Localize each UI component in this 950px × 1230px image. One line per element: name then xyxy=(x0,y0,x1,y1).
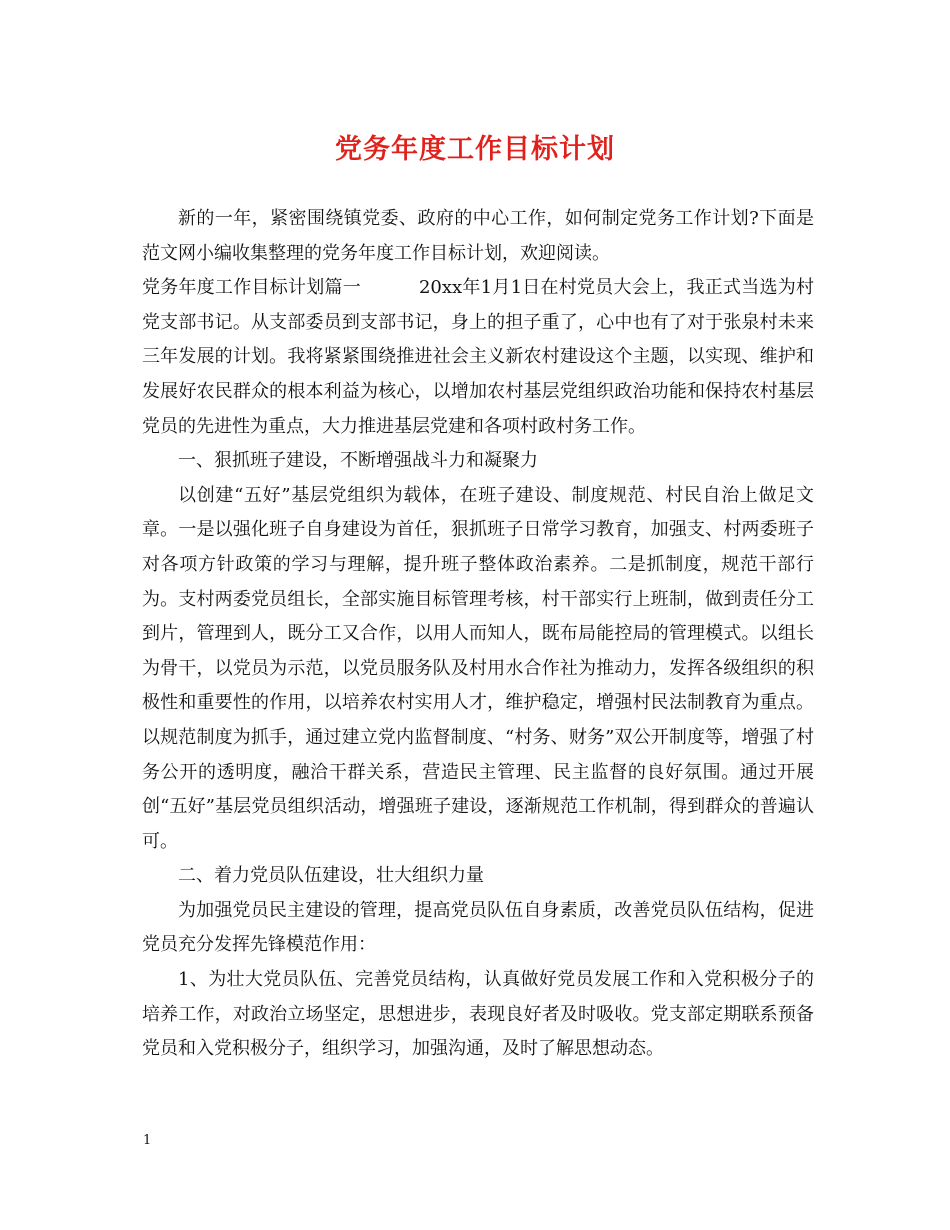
section-two-intro: 为加强党员民主建设的管理，提高党员队伍自身素质，改善党员队伍结构，促进党员充分发挥先锋模范作用： xyxy=(142,899,814,956)
section-two-item-one: 1、为壮大党员队伍、完善党员结构，认真做好党员发展工作和入党积极分子的培养工作，对政治立场坚定，思想进步，表现良好者及时吸收。党支部定期联系预备党员和入党积极分子，组织学习，加强沟通，及时了解思想动态。 xyxy=(142,969,814,1060)
section-heading-two: 二、着力党员队伍建设，壮大组织力量 xyxy=(178,865,484,887)
page-number: 1 xyxy=(143,1133,152,1148)
plan-one-text: 20xx年1月1日在村党员大会上，我正式当选为村党支部书记。从支部委员到支部书记，身上的担子重了，心中也有了对于张泉村未来三年发展的计划。我将紧紧围绕推进社会主义新农村建设这个主题，以实现、维护和发展好农民群众的根本利益为核心，以增加农村基层党组织政治功能和保持农村基层党员的先进性为重点，大力推进基层党建和各项村政村务工作。 xyxy=(142,277,814,437)
section-heading-one: 一、狠抓班子建设，不断增强战斗力和凝聚力 xyxy=(178,450,538,472)
section-one-paragraph: 以创建“五好”基层党组织为载体，在班子建设、制度规范、村民自治上做足文章。一是以强化班子自身建设为首任，狠抓班子日常学习教育，加强支、村两委班子对各项方针政策的学习与理解，提升班子整体政治素养。二是抓制度，规范干部行为。支村两委党员组长，全部实施目标管理考核，村干部实行上班制，做到责任分工到片，管理到人，既分工又合作，以用人而知人，既布局能控局的管理模式。以组长为骨干，以党员为示范，以党员服务队及村用水合作社为推动力，发挥各级组织的积极性和重要性的作用，以培养农村实用人才，维护稳定，增强村民法制教育为重点。以规范制度为抓手，通过建立党内监督制度、“村务、财务”双公开制度等，增强了村务公开的透明度，融洽干群关系，营造民主管理、民主监督的良好氛围。通过开展创“五好”基层党员组织活动，增强班子建设，逐渐规范工作机制，得到群众的普遍认可。 xyxy=(142,484,814,852)
plan-one-paragraph xyxy=(142,271,814,444)
plan-one-heading: 党务年度工作目标计划篇一 xyxy=(142,277,361,299)
document-title: 党务年度工作目标计划 xyxy=(335,134,615,165)
intro-paragraph: 新的一年，紧密围绕镇党委、政府的中心工作，如何制定党务工作计划?下面是范文网小编收集整理的党务年度工作目标计划，欢迎阅读。 xyxy=(142,208,814,264)
document-body xyxy=(142,202,814,1067)
